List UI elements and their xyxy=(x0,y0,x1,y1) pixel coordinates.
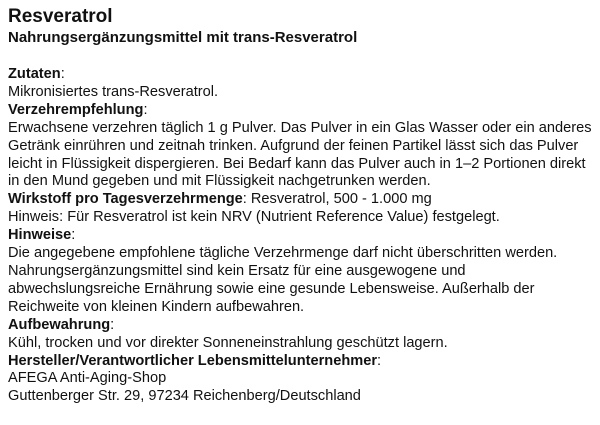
product-title: Resveratrol xyxy=(8,6,113,27)
zutaten-heading: Zutaten xyxy=(8,66,61,82)
verzehrempfehlung-heading: Verzehrempfehlung xyxy=(8,101,144,118)
hersteller-heading: Hersteller/Verantwortlicher Lebensmittelunternehmer xyxy=(8,352,378,369)
aufbewahrung-text: Kühl, trocken und vor direkter Sonneneinstrahlung geschützt lagern. xyxy=(8,334,448,351)
wirkstoff-heading: Wirkstoff pro Tagesverzehrmenge xyxy=(8,191,243,208)
hinweise-heading: Hinweise xyxy=(8,227,72,244)
zutaten-text: Mikronisiertes trans-Resveratrol. xyxy=(8,83,219,100)
hinweise-heading-line xyxy=(8,227,592,245)
aufbewahrung-heading: Aufbewahrung xyxy=(8,316,111,333)
hinweise-text: Die angegebene empfohlene tägliche Verzehrmenge darf nicht überschritten werden. Nahrungsergänzungsmittel sind kein Ersatz für eine ausgewogene und abwechslungsreiche Ernährung sowie eine gesunde Lebensweise. Außerhalb der Reichweite von kleinen Kindern aufbewahren. xyxy=(8,245,558,315)
verzehrempfehlung-heading-line xyxy=(8,102,592,120)
hinweise-colon: : xyxy=(71,227,76,244)
aufbewahrung-heading-line xyxy=(8,317,592,335)
verzehrempfehlung-colon: : xyxy=(143,101,148,118)
zutaten-heading-line xyxy=(8,66,592,84)
zutaten-colon: : xyxy=(60,66,65,82)
hersteller-address: Guttenberger Str. 29, 97234 Reichenberg/Deutschland xyxy=(8,388,361,405)
hersteller-heading-line xyxy=(8,353,592,371)
wirkstoff-line xyxy=(8,191,592,209)
hersteller-colon: : xyxy=(377,352,382,369)
aufbewahrung-colon: : xyxy=(110,316,115,333)
wirkstoff-note: Hinweis: Für Resveratrol ist kein NRV (Nutrient Reference Value) festgelegt. xyxy=(8,209,500,226)
wirkstoff-value: : Resveratrol, 500 - 1.000 mg xyxy=(242,191,432,208)
hersteller-name: AFEGA Anti-Aging-Shop xyxy=(8,370,167,387)
product-subtitle: Nahrungsergänzungsmittel mit trans-Resveratrol xyxy=(8,29,358,46)
verzehrempfehlung-text: Erwachsene verzehren täglich 1 g Pulver. Das Pulver in ein Glas Wasser oder ein anderes Getränk einrühren und zeitnah trinken. Aufgrund der feinen Partikel lässt sich das Pulver leicht in Flüssigkeit dispergieren. Bei Bedarf kann das Pulver auch in 1–2 Portionen direkt in den Mund gegeben und mit Flüssigkeit nachgetrunken werden. xyxy=(8,119,592,190)
